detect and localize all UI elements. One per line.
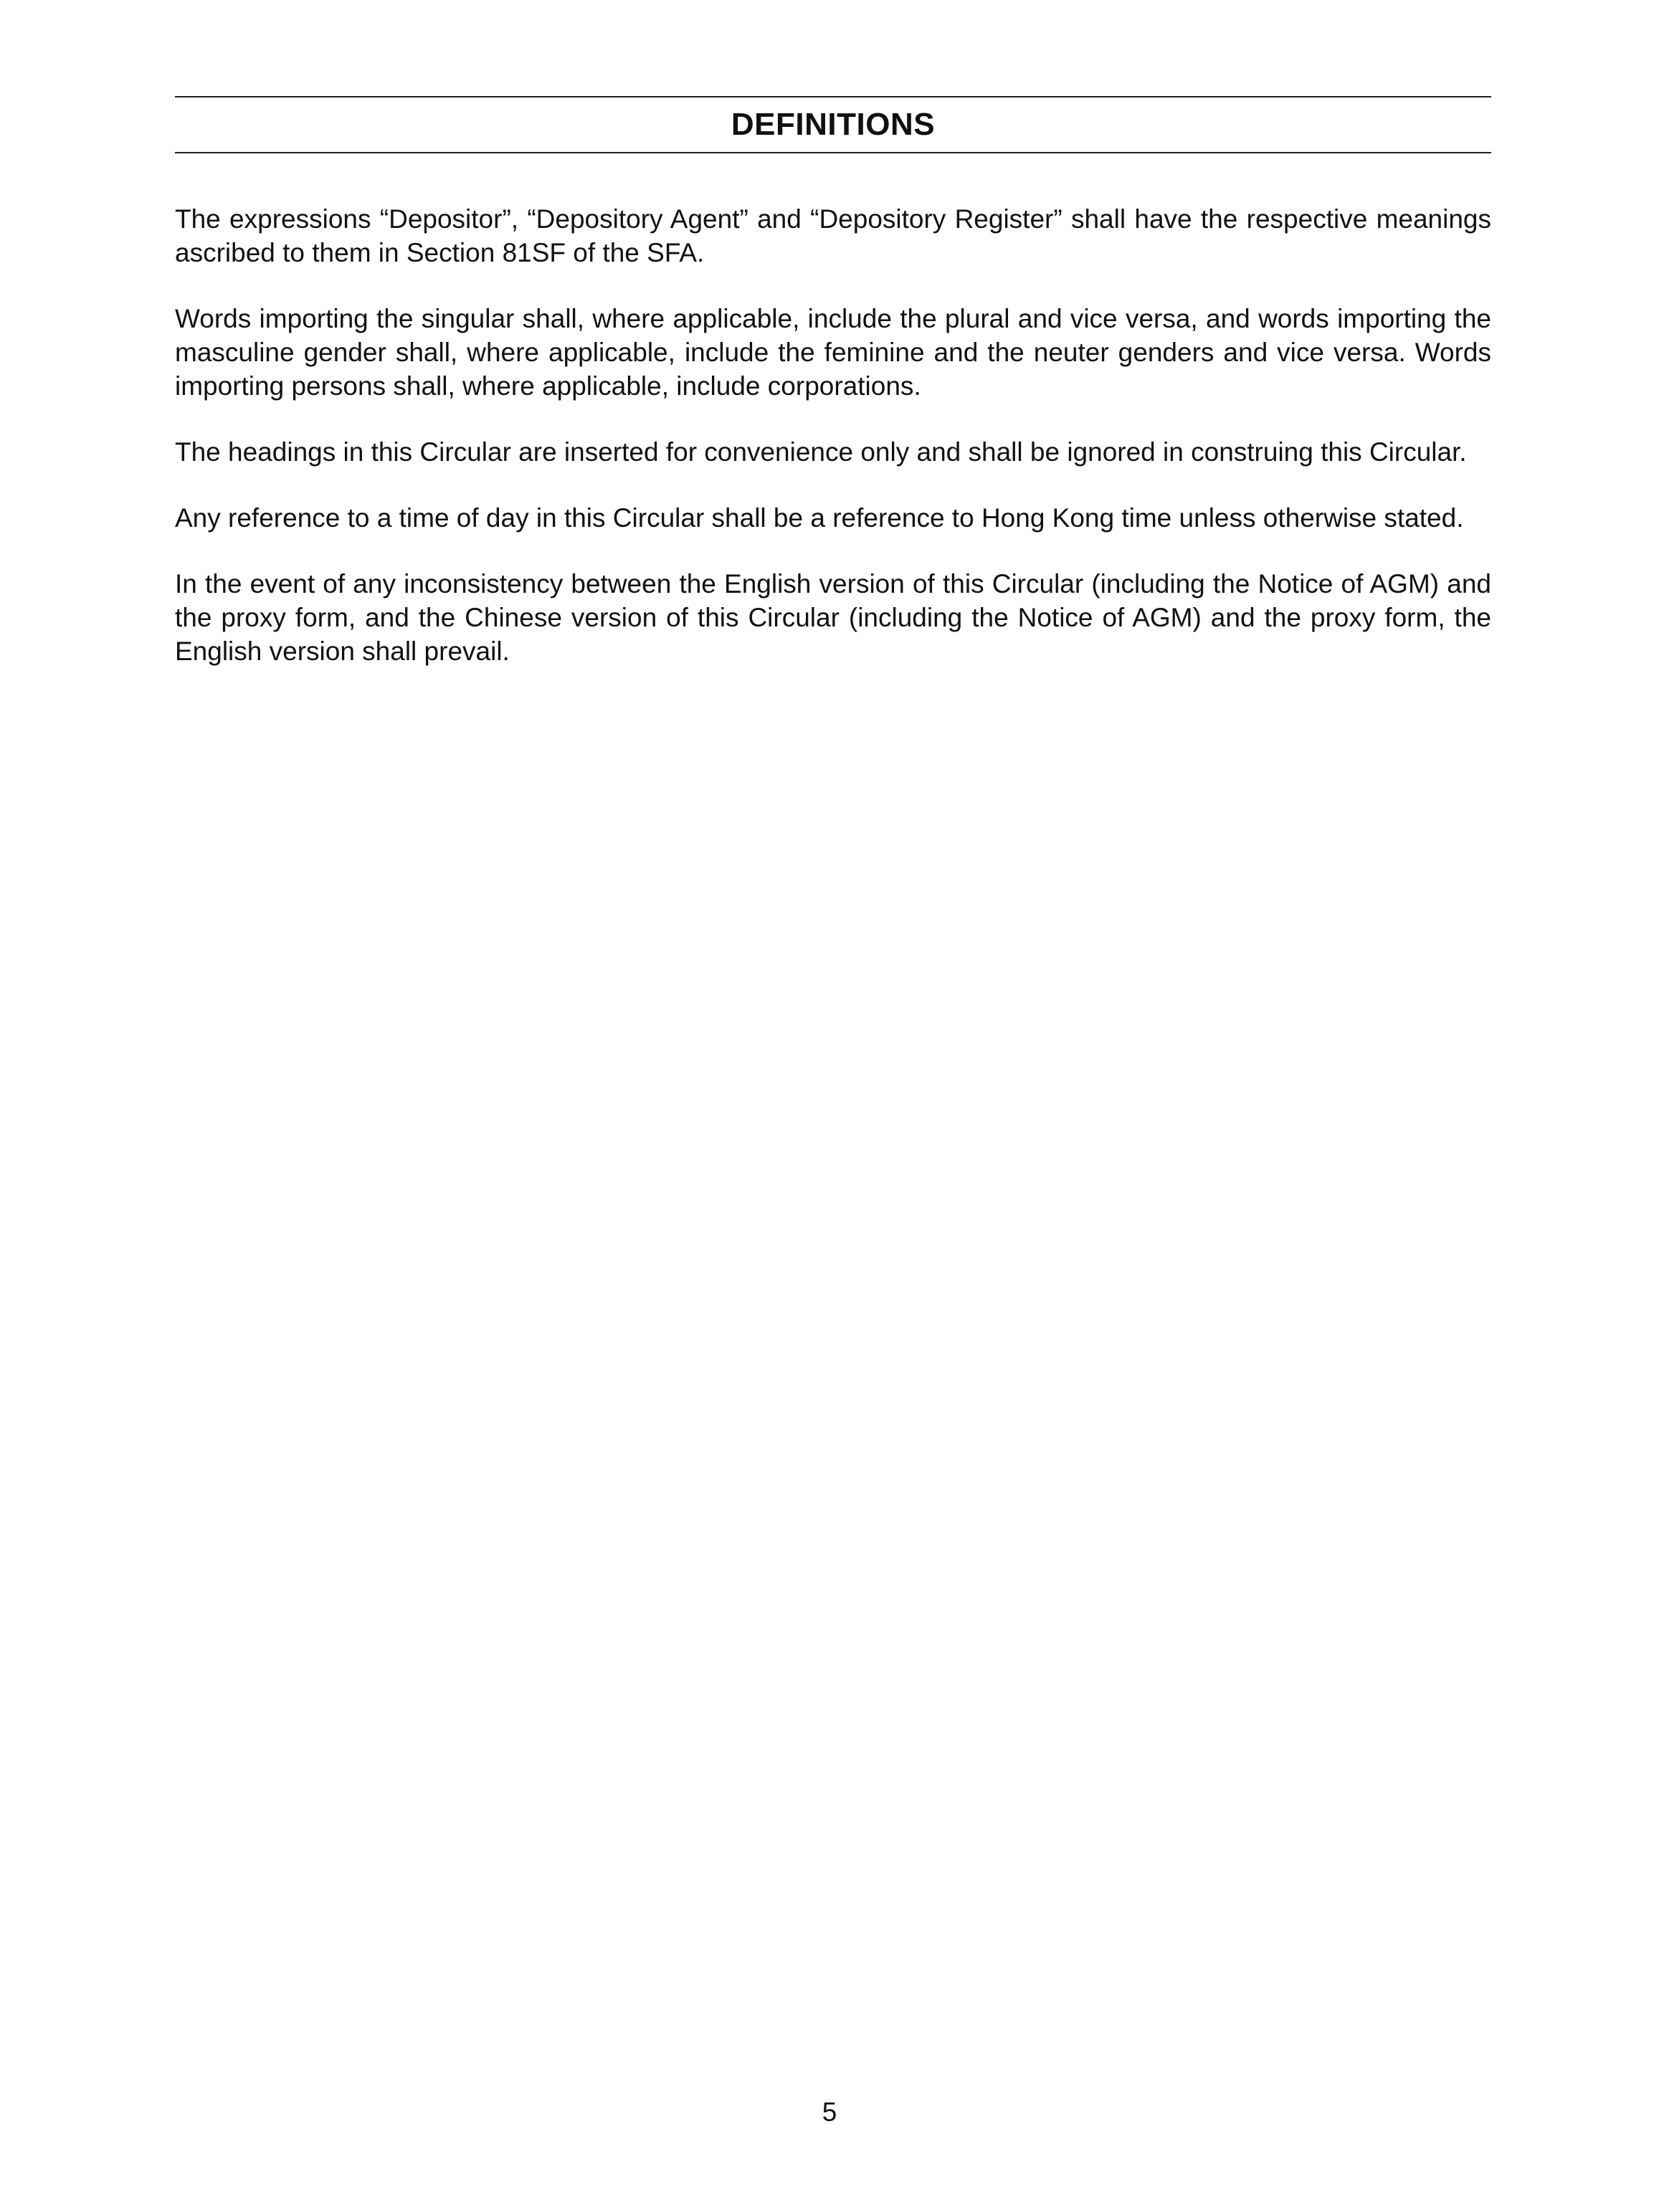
- paragraph-time-of-day: Any reference to a time of day in this Circular shall be a reference to Hong Kong time unless otherwise stated.: [175, 503, 1464, 533]
- page-number: 5: [822, 2097, 837, 2127]
- paragraph-depositor-definitions: The expressions “Depositor”, “Depository Agent” and “Depository Register” shall have the respective meanings ascribed to them in Section 81SF of the SFA.: [175, 204, 1491, 267]
- definitions-body: [175, 202, 1491, 700]
- heading-bottom-rule: [175, 152, 1491, 153]
- heading-top-rule: [175, 96, 1491, 97]
- page-title: DEFINITIONS: [731, 107, 936, 142]
- paragraph-language-precedence: In the event of any inconsistency between the English version of this Circular (including the Notice of AGM) and the proxy form, and the Chinese version of this Circular (including the Notice of AGM) and the proxy form, the English version shall prevail.: [175, 569, 1491, 666]
- paragraph-headings: The headings in this Circular are inserted for convenience only and shall be ignored in construing this Circular.: [175, 437, 1467, 467]
- paragraph-singular-plural: Words importing the singular shall, where applicable, include the plural and vice versa, and words importing the masculine gender shall, where applicable, include the feminine and the neuter genders and vice versa. Words importing persons shall, where applicable, include corporations.: [175, 304, 1491, 401]
